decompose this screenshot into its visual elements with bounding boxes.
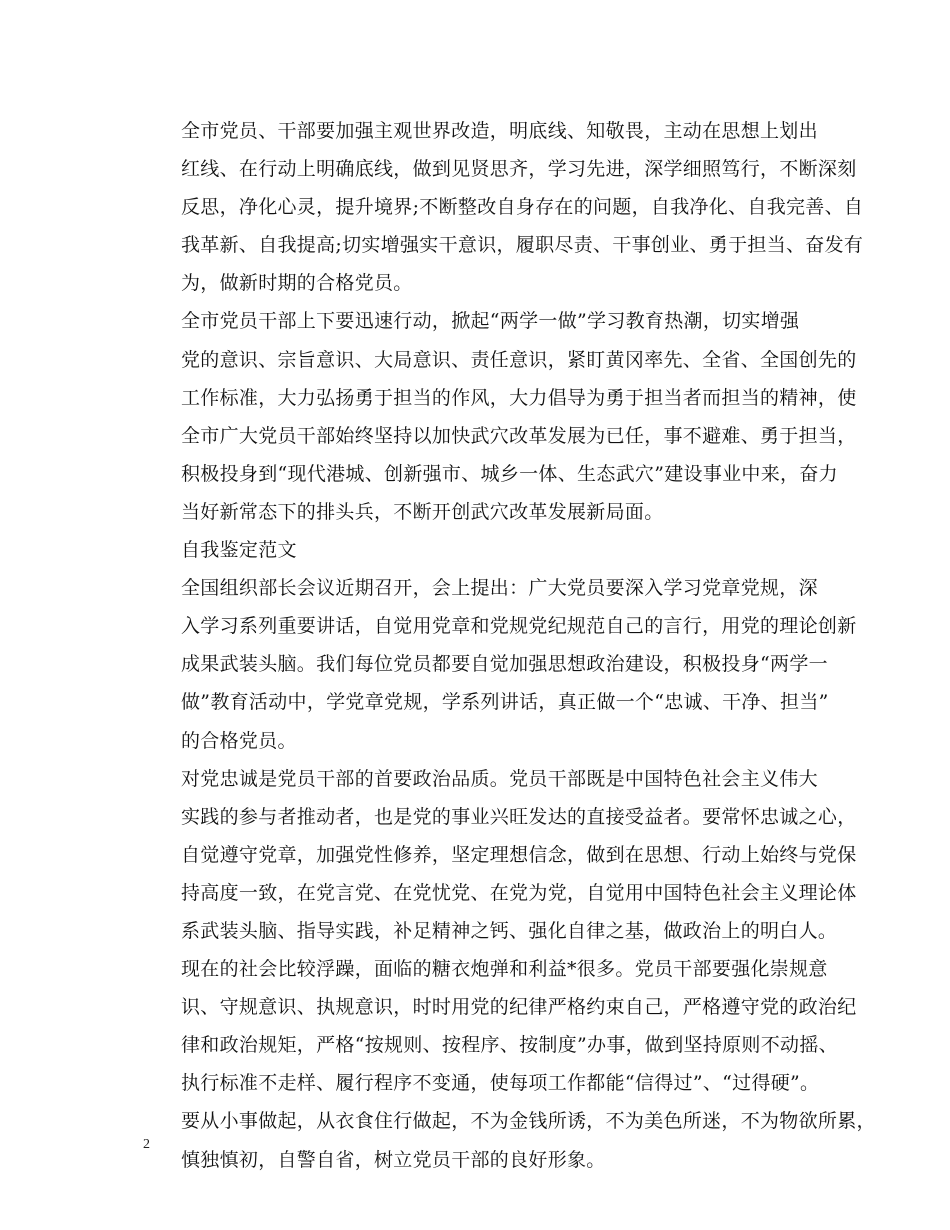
page-number: 2 — [143, 1137, 150, 1152]
text-line: 识、守规意识、执规意识，时时用党的纪律严格约束自己，严格遵守党的政治纪 — [181, 996, 857, 1019]
text-line: 做”教育活动中，学党章党规，学系列讲话，真正做一个“忠诚、干净、担当” — [181, 691, 829, 714]
heading-text: 自我鉴定范文 — [181, 539, 297, 562]
text-line: 积极投身到“现代港城、创新强市、城乡一体、生态武穴”建设事业中来，奋力 — [181, 462, 838, 485]
text-line: 成果武装头脑。我们每位党员都要自觉加强思想政治建设，积极投身“两学一 — [181, 653, 828, 676]
text-line: 执行标准不走样、履行程序不变通，使每项工作都能“信得过”、“过得硬”。 — [181, 1072, 820, 1095]
text-line: 律和政治规矩，严格“按规则、按程序、按制度”办事，做到坚持原则不动摇、 — [181, 1034, 838, 1057]
text-line: 全市党员干部上下要迅速行动，掀起“两学一做”学习教育热潮，切实增强 — [181, 310, 800, 333]
paragraph-1 — [143, 112, 864, 302]
text-line: 全市党员、干部要加强主观世界改造，明底线、知敬畏，主动在思想上划出 — [181, 120, 818, 142]
text-line: 现在的社会比较浮躁，面临的糖衣炮弹和利益*很多。党员干部要强化崇规意 — [181, 958, 828, 981]
text-line: 反思，净化心灵，提升境界;不断整改自身存在的问题，自我净化、自我完善、自 — [181, 196, 864, 219]
paragraph-2 — [143, 302, 857, 531]
document-body — [143, 112, 876, 1179]
section-heading — [143, 531, 807, 569]
paragraph-3 — [143, 569, 857, 759]
text-line: 入学习系列重要讲话，自觉用党章和党规党纪规范自己的言行，用党的理论创新 — [181, 615, 857, 638]
text-line: 要从小事做起，从衣食住行做起，不为金钱所诱，不为美色所迷，不为物欲所累， — [181, 1110, 876, 1133]
text-line: 党的意识、宗旨意识、大局意识、责任意识，紧盯黄冈率先、全省、全国创先的 — [181, 348, 857, 371]
text-line: 我革新、自我提高;切实增强实干意识，履职尽责、干事创业、勇于担当、奋发有 — [181, 234, 864, 257]
text-line: 对党忠诚是党员干部的首要政治品质。党员干部既是中国特色社会主义伟大 — [181, 767, 818, 790]
text-line: 工作标准，大力弘扬勇于担当的作风，大力倡导为勇于担当者而担当的精神，使 — [181, 386, 857, 409]
paragraph-4 — [143, 760, 857, 950]
text-line: 全国组织部长会议近期召开，会上提出：广大党员要深入学习党章党规，深 — [181, 577, 818, 600]
text-line: 当好新常态下的排头兵，不断开创武穴改革发展新局面。 — [181, 500, 664, 523]
text-line: 红线、在行动上明确底线，做到见贤思齐，学习先进，深学细照笃行，不断深刻 — [181, 158, 857, 181]
paragraph-5 — [143, 950, 876, 1179]
text-line: 的合格党员。 — [181, 729, 297, 752]
text-line: 系武装头脑、指导实践，补足精神之钙、强化自律之基，做政治上的明白人。 — [181, 919, 838, 942]
text-line: 全市广大党员干部始终坚持以加快武穴改革发展为已任，事不避难、勇于担当， — [181, 424, 857, 447]
text-line: 实践的参与者推动者，也是党的事业兴旺发达的直接受益者。要常怀忠诚之心， — [181, 805, 857, 828]
text-line: 自觉遵守党章，加强党性修养，坚定理想信念，做到在思想、行动上始终与党保 — [181, 843, 857, 866]
text-line: 慎独慎初，自警自省，树立党员干部的良好形象。 — [181, 1148, 606, 1171]
text-line: 持高度一致，在党言党、在党忧党、在党为党，自觉用中国特色社会主义理论体 — [181, 881, 857, 904]
text-line: 为，做新时期的合格党员。 — [181, 272, 413, 295]
